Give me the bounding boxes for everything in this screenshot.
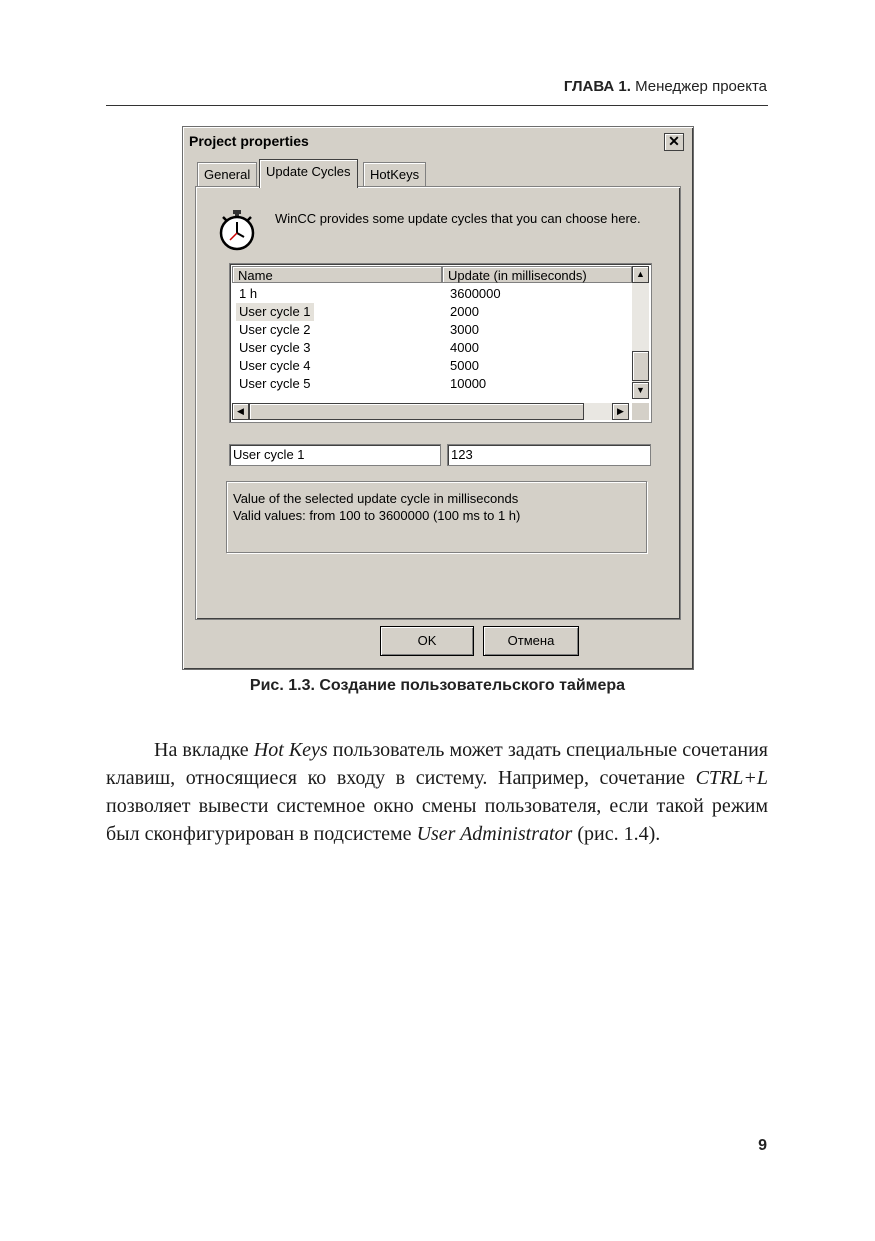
row-value: 3600000 [450, 286, 501, 301]
scrollbar-corner [632, 403, 649, 420]
project-properties-dialog [182, 126, 694, 670]
header-rule [106, 105, 768, 106]
row-name: User cycle 5 [239, 376, 311, 391]
para-italic-1: Hot Keys [253, 739, 328, 761]
column-header-update[interactable]: Update (in milliseconds) [442, 266, 632, 283]
row-value: 10000 [450, 376, 487, 391]
list-row[interactable] [236, 285, 631, 303]
para-text-2: пользователь может задать специальные сочетания клавиш, относящиеся ко входу в систему. Например, сочетание [106, 739, 768, 789]
vertical-scrollbar[interactable] [632, 266, 649, 399]
row-name: User cycle 3 [239, 340, 311, 355]
cancel-button[interactable]: Отмена [483, 626, 579, 656]
cycle-value-field[interactable]: 123 [447, 444, 651, 466]
dialog-title: Project properties [189, 133, 309, 149]
list-row[interactable] [236, 357, 631, 375]
column-header-name[interactable]: Name [232, 266, 442, 283]
list-row[interactable] [236, 321, 631, 339]
figure-caption: Рис. 1.3. Создание пользовательского таймера [249, 677, 626, 694]
para-text-1: На вкладке [154, 739, 254, 761]
row-name: User cycle 2 [239, 322, 311, 337]
row-value: 5000 [450, 358, 479, 373]
close-icon: ✕ [668, 133, 680, 149]
row-value: 2000 [450, 304, 479, 319]
arrow-up-icon: ▲ [636, 269, 645, 279]
para-text-3: позволяет вывести системное окно смены пользователя, если такой режим был сконфигурирован в подсистеме [106, 795, 768, 845]
list-row-selected[interactable] [236, 303, 631, 321]
scroll-up-button[interactable] [632, 266, 649, 283]
row-name: 1 h [239, 286, 258, 301]
para-italic-2: CTRL+L [695, 767, 768, 789]
row-value: 4000 [450, 340, 479, 355]
page-number: 9 [758, 1137, 767, 1154]
tab-hotkeys[interactable]: HotKeys [363, 162, 426, 187]
update-cycles-list[interactable] [229, 263, 652, 423]
horizontal-scroll-thumb[interactable] [249, 403, 584, 420]
tab-general[interactable]: General [197, 162, 257, 187]
arrow-right-icon: ▶ [617, 406, 624, 416]
scroll-left-button[interactable] [232, 403, 249, 420]
stopwatch-icon [217, 209, 257, 251]
cycle-name-field[interactable]: User cycle 1 [229, 444, 441, 466]
info-box [226, 481, 647, 553]
info-line-2: Valid values: from 100 to 3600000 (100 ms to 1 h) [233, 508, 521, 523]
scroll-right-button[interactable] [612, 403, 629, 420]
running-head [564, 78, 767, 95]
list-row[interactable] [236, 339, 631, 357]
row-name: User cycle 1 [236, 303, 314, 321]
close-button[interactable] [664, 133, 684, 151]
row-name: User cycle 4 [239, 358, 311, 373]
tab-update-cycles[interactable]: Update Cycles [259, 159, 358, 188]
body-paragraph [106, 736, 768, 848]
info-line-1: Value of the selected update cycle in milliseconds [233, 491, 519, 506]
arrow-down-icon: ▼ [636, 385, 645, 395]
list-rows [236, 285, 631, 393]
row-value: 3000 [450, 322, 479, 337]
para-italic-3: User Administrator [416, 823, 573, 845]
scroll-down-button[interactable] [632, 382, 649, 399]
vertical-scroll-thumb[interactable] [632, 351, 649, 381]
intro-text: WinCC provides some update cycles that you can choose here. [275, 211, 641, 226]
arrow-left-icon: ◀ [237, 406, 244, 416]
para-text-4: (рис. 1.4). [572, 823, 661, 845]
chapter-label: ГЛАВА 1. [563, 78, 631, 95]
horizontal-scrollbar[interactable] [232, 403, 629, 420]
ok-button[interactable]: OK [380, 626, 474, 656]
dialog-titlebar [186, 130, 688, 152]
list-row[interactable] [236, 375, 631, 393]
chapter-title: Менеджер проекта [635, 78, 767, 95]
list-header [232, 266, 629, 284]
